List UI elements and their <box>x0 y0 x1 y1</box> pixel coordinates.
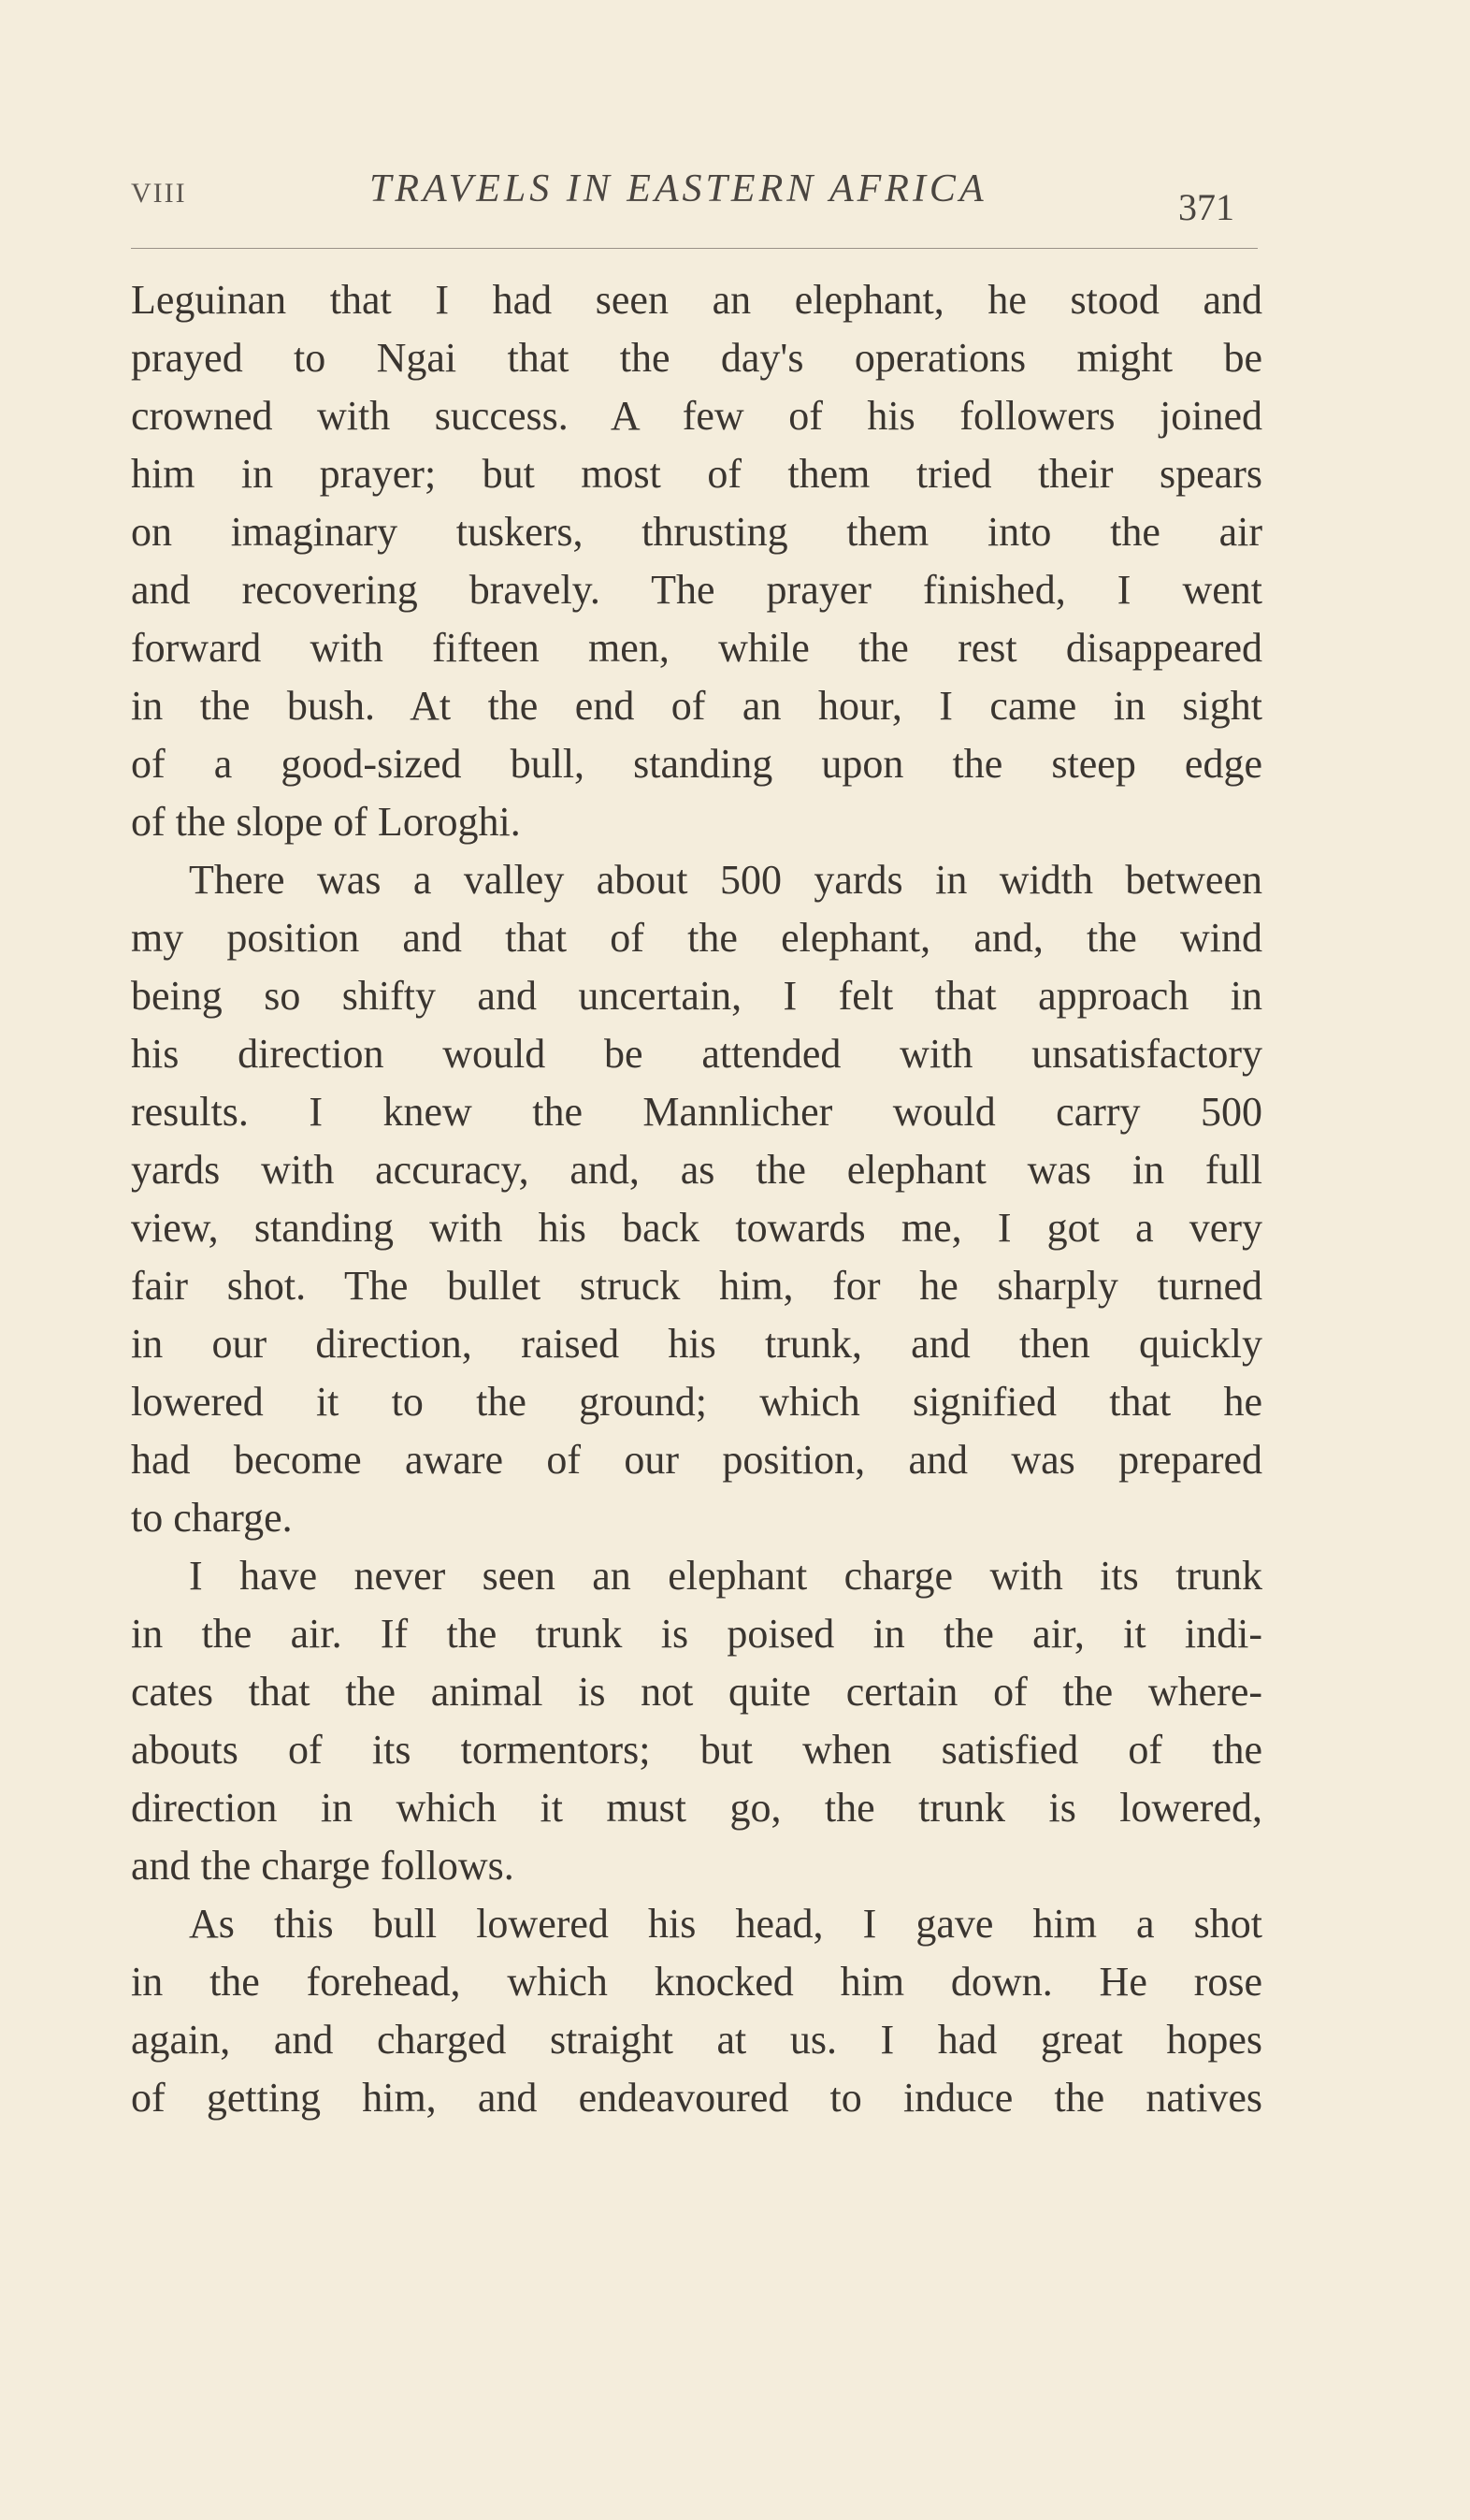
text-line: in the bush. At the end of an hour, I came in sight <box>131 683 1262 729</box>
text-line: my position and that of the elephant, and, the wind <box>131 915 1262 961</box>
text-line: cates that the animal is not quite certain of the where- <box>131 1669 1262 1715</box>
text-line: in the air. If the trunk is poised in the air, it indi- <box>131 1611 1262 1657</box>
text-line: being so shifty and uncertain, I felt that approach in <box>131 973 1262 1019</box>
text-line: direction in which it must go, the trunk is lowered, <box>131 1785 1262 1831</box>
running-title: TRAVELS IN EASTERN AFRICA <box>369 167 987 210</box>
text-line: abouts of its tormentors; but when satisfied of the <box>131 1727 1262 1773</box>
text-line: crowned with success. A few of his followers joined <box>131 393 1262 439</box>
text-line: yards with accuracy, and, as the elephant was in full <box>131 1147 1262 1193</box>
text-line: had become aware of our position, and was prepared <box>131 1437 1262 1483</box>
text-line: of the slope of Loroghi. <box>131 799 521 845</box>
page-header <box>131 167 1253 232</box>
text-line: on imaginary tuskers, thrusting them into the air <box>131 509 1262 555</box>
page-number: 371 <box>1178 186 1234 228</box>
text-line: I have never seen an elephant charge with its trunk <box>189 1553 1262 1599</box>
text-line: As this bull lowered his head, I gave him a shot <box>189 1901 1262 1947</box>
text-line: him in prayer; but most of them tried their spears <box>131 451 1262 497</box>
body-text <box>131 271 1262 2127</box>
header-rule <box>131 248 1258 249</box>
text-line: view, standing with his back towards me, I got a very <box>131 1205 1262 1251</box>
text-line: and the charge follows. <box>131 1843 514 1889</box>
text-line: forward with fifteen men, while the rest disappeared <box>131 625 1262 671</box>
text-line: prayed to Ngai that the day's operations might be <box>131 335 1262 381</box>
text-line: Leguinan that I had seen an elephant, he stood and <box>131 277 1262 323</box>
text-line: fair shot. The bullet struck him, for he sharply turned <box>131 1263 1262 1309</box>
text-line: to charge. <box>131 1495 293 1541</box>
text-line: and recovering bravely. The prayer finished, I went <box>131 567 1262 613</box>
text-line: his direction would be attended with unsatisfactory <box>131 1031 1262 1077</box>
text-line: There was a valley about 500 yards in width between <box>189 857 1262 903</box>
text-line: in the forehead, which knocked him down. He rose <box>131 1959 1262 2005</box>
text-line: of getting him, and endeavoured to induce the natives <box>131 2075 1262 2121</box>
chapter-number: VIII <box>131 178 187 209</box>
text-line: of a good-sized bull, standing upon the steep edge <box>131 741 1262 787</box>
text-line: in our direction, raised his trunk, and then quickly <box>131 1321 1262 1367</box>
text-line: lowered it to the ground; which signified that he <box>131 1379 1262 1425</box>
text-line: results. I knew the Mannlicher would carry 500 <box>131 1089 1262 1135</box>
text-line: again, and charged straight at us. I had great hopes <box>131 2017 1262 2063</box>
